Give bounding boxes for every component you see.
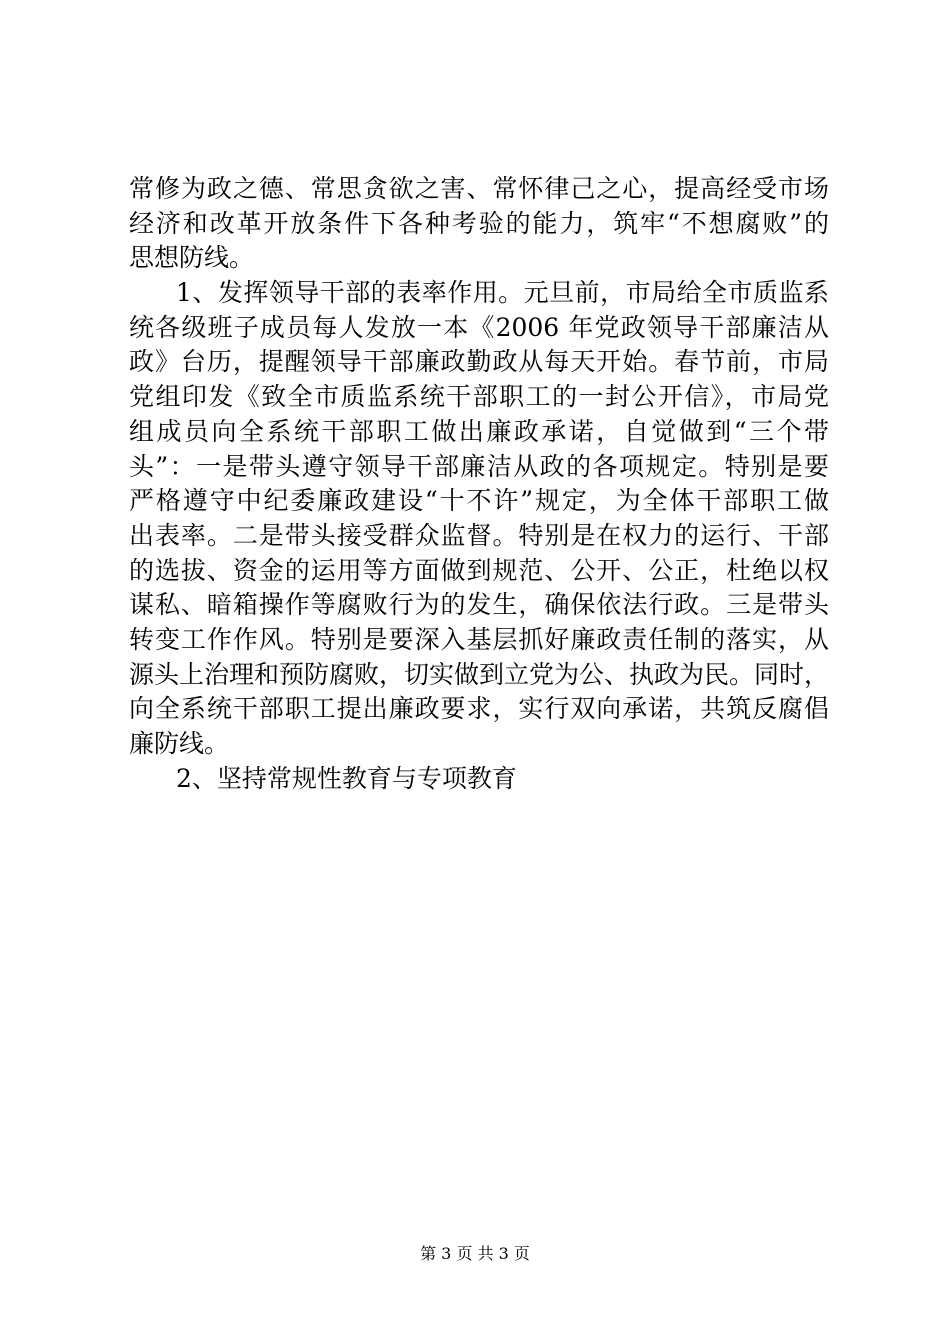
text-line: 常修为政之德、常思贪欲之害、常怀律己之心，提高经受市场 [129, 174, 829, 203]
document-body [129, 172, 829, 796]
text-line: 向全系统干部职工提出廉政要求，实行双向承诺，共筑反腐倡 [129, 694, 829, 724]
text-line: 转变工作作风。特别是要深入基层抓好廉政责任制的落实，从 [129, 624, 829, 654]
text-line: 政》台历，提醒领导干部廉政勤政从每天开始。春节前，市局 [129, 347, 829, 377]
section-heading: 2、坚持常规性教育与专项教育 [176, 763, 517, 793]
text-line: 经济和改革开放条件下各种考验的能力，筑牢“不想腐败”的 [129, 208, 829, 238]
text-line: 组成员向全系统干部职工做出廉政承诺，自觉做到“三个带 [129, 416, 829, 446]
text-line: 出表率。二是带头接受群众监督。特别是在权力的运行、干部 [129, 520, 829, 550]
text-line: 的选拔、资金的运用等方面做到规范、公开、公正，杜绝以权 [129, 555, 829, 585]
text-line: 源头上治理和预防腐败，切实做到立党为公、执政为民。同时， [129, 659, 830, 689]
text-line: 头”：一是带头遵守领导干部廉洁从政的各项规定。特别是要 [129, 451, 829, 481]
text-line: 思想防线。 [129, 243, 255, 273]
text-line: 严格遵守中纪委廉政建设“十不许”规定，为全体干部职工做 [129, 486, 829, 516]
text-line: 统各级班子成员每人发放一本《2006 年党政领导干部廉洁从 [129, 312, 829, 342]
paragraph-first-line: 1、发挥领导干部的表率作用。元旦前，市局给全市质监系 [176, 278, 829, 308]
page-footer: 第 3 页 共 3 页 [420, 1244, 530, 1263]
text-line: 谋私、暗箱操作等腐败行为的发生，确保依法行政。三是带头 [129, 590, 829, 620]
text-line: 廉防线。 [129, 729, 230, 758]
text-line: 党组印发《致全市质监系统干部职工的一封公开信》，市局党 [129, 382, 829, 412]
